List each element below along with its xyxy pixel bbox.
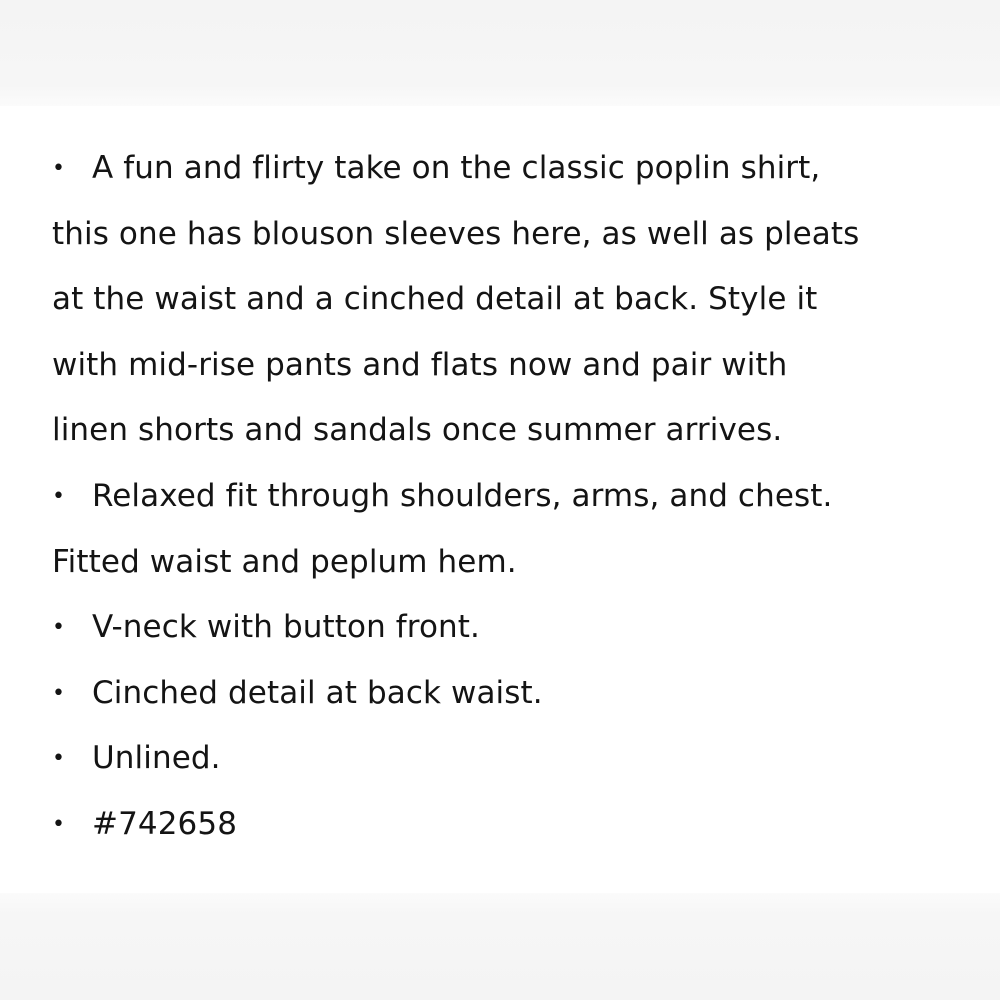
lining-text: Unlined. (92, 740, 221, 777)
bottom-margin-band (0, 893, 1000, 1000)
bullet-marker: • (52, 811, 66, 837)
description-paragraph (52, 136, 982, 464)
description-text: A fun and flirty take on the classic poplin shirt, this one has blouson sleeves here, as well as pleats at the waist and a cinched detail at back. Style it with mid-rise pants and flats now and pair with linen shorts and sandals once summer arrives. (52, 150, 860, 449)
fit-details (52, 464, 982, 595)
item-number-text: #742658 (92, 805, 238, 842)
bullet-marker: • (52, 483, 66, 509)
neckline-detail (52, 595, 982, 661)
item-number (52, 792, 982, 858)
bullet-marker: • (52, 680, 66, 706)
bullet-marker: • (52, 746, 66, 772)
bullet-marker: • (52, 615, 66, 641)
top-margin-band (0, 0, 1000, 106)
bullet-marker: • (52, 156, 66, 181)
back-detail-text: Cinched detail at back waist. (92, 674, 543, 711)
fit-text: Relaxed fit through shoulders, arms, and chest. Fitted waist and peplum hem. (52, 477, 833, 580)
lining-detail (52, 726, 982, 792)
back-detail (52, 661, 982, 727)
neckline-text: V-neck with button front. (92, 609, 480, 646)
product-description (52, 136, 982, 858)
